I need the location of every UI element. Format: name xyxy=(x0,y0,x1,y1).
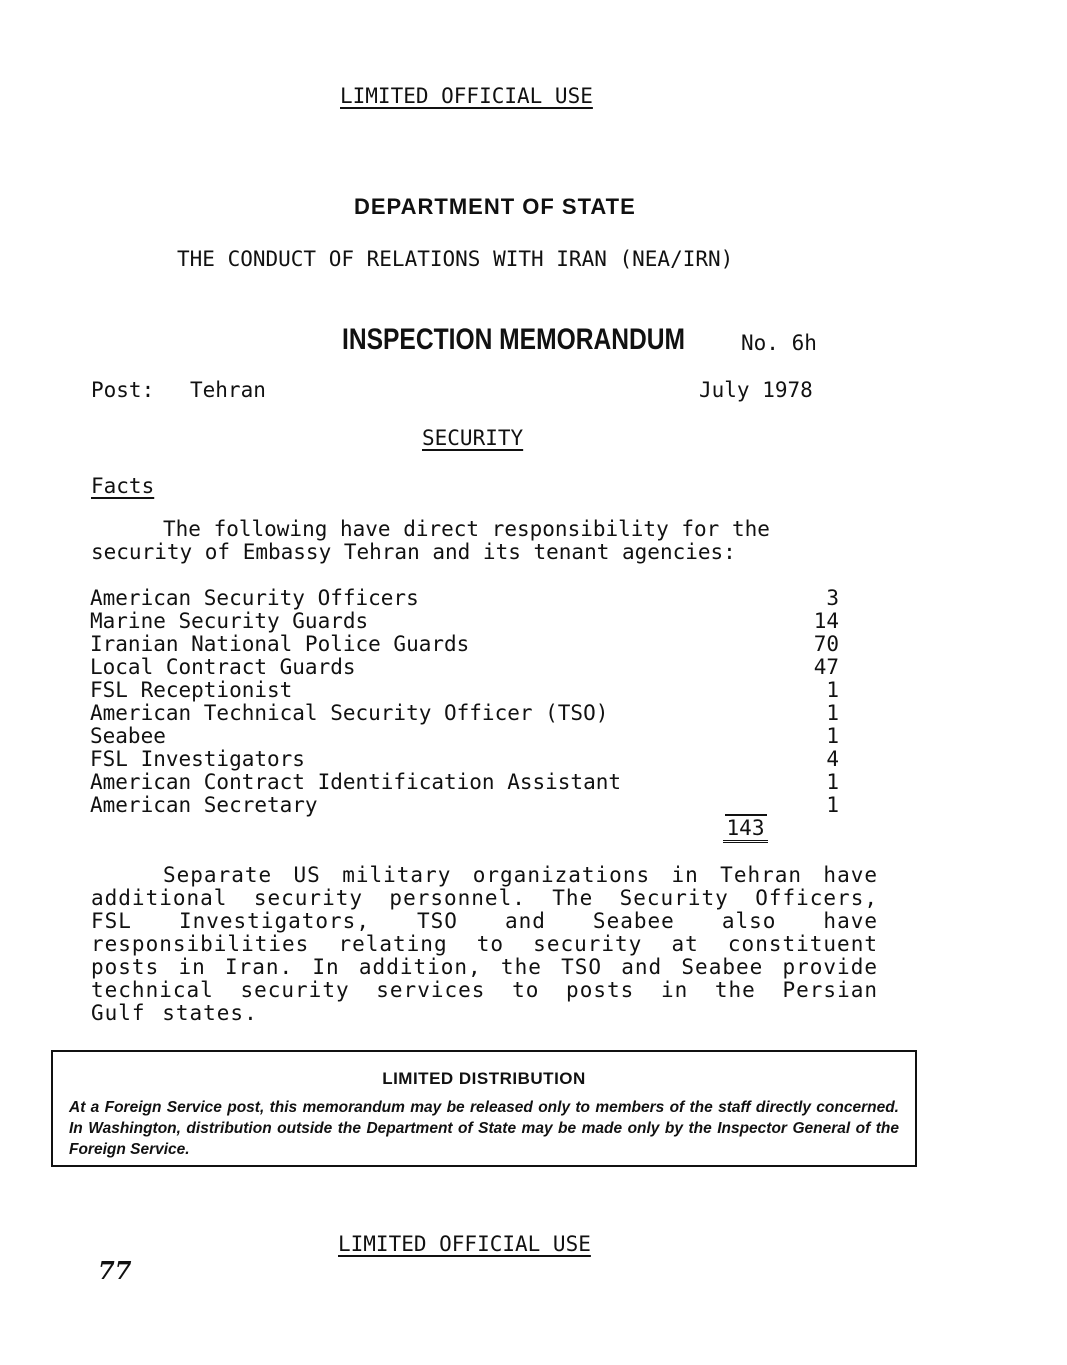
staff-count: 47 xyxy=(813,655,839,679)
staff-count: 3 xyxy=(826,586,839,610)
staff-role: Iranian National Police Guards xyxy=(90,632,470,656)
staff-count: 1 xyxy=(826,678,839,702)
staff-count: 1 xyxy=(826,724,839,748)
footer-classification: LIMITED OFFICIAL USE xyxy=(338,1232,591,1256)
memo-number: No. 6h xyxy=(741,331,817,355)
staff-role: American Secretary xyxy=(90,793,318,817)
page-number: 77 xyxy=(98,1256,132,1285)
staff-role: Marine Security Guards xyxy=(90,609,369,633)
table-row xyxy=(90,748,839,771)
post-value: Tehran xyxy=(190,378,266,402)
staff-role: American Security Officers xyxy=(90,586,419,610)
intro-paragraph: The following have direct responsibility for the security of Embassy Tehran and its tenant agencies: xyxy=(91,517,770,564)
staff-role: American Contract Identification Assistant xyxy=(90,770,622,794)
distribution-text: At a Foreign Service post, this memorandum may be released only to members of the staff directly concerned. In Washington, distribution outside the Department of State may be made only by the Inspector General of the Foreign Service. xyxy=(69,1099,899,1158)
subject-line: THE CONDUCT OF RELATIONS WITH IRAN (NEA/IRN) xyxy=(177,247,734,271)
limited-distribution-box xyxy=(51,1050,917,1167)
table-row xyxy=(90,679,839,702)
facts-heading: Facts xyxy=(91,474,155,498)
security-staff-table xyxy=(90,587,839,817)
post-label: Post: xyxy=(91,378,155,402)
staff-count: 1 xyxy=(826,701,839,725)
staff-count: 1 xyxy=(826,793,839,817)
table-row xyxy=(90,725,839,748)
table-row xyxy=(90,610,839,633)
staff-role: Local Contract Guards xyxy=(90,655,356,679)
staff-count: 14 xyxy=(813,609,839,633)
staff-role: FSL Receptionist xyxy=(90,678,293,702)
staff-count: 1 xyxy=(826,770,839,794)
distribution-title: LIMITED DISTRIBUTION xyxy=(382,1069,586,1088)
memo-title: INSPECTION MEMORANDUM xyxy=(342,323,686,356)
staff-role: FSL Investigators xyxy=(90,747,305,771)
staff-role: Seabee xyxy=(90,724,166,748)
section-title: SECURITY xyxy=(422,426,524,450)
table-row xyxy=(90,656,839,679)
table-row xyxy=(90,702,839,725)
military-paragraph: Separate US military organizations in Tehran have additional security personnel. The Security Officers, FSL Investigators, TSO and Seabee also have responsibilities relating to security at constituent posts in Iran. In addition, the TSO and Seabee provide technical security services to posts in the Persian Gulf states. xyxy=(91,863,878,1025)
staff-role: American Technical Security Officer (TSO) xyxy=(90,701,609,725)
department-heading: DEPARTMENT OF STATE xyxy=(354,194,636,219)
memo-date: July 1978 xyxy=(699,378,813,402)
staff-count: 4 xyxy=(826,747,839,771)
table-row xyxy=(90,633,839,656)
header-classification: LIMITED OFFICIAL USE xyxy=(340,84,593,108)
staff-count: 70 xyxy=(813,632,839,656)
staff-total: 143 xyxy=(723,817,768,843)
table-row xyxy=(90,771,839,794)
table-row xyxy=(90,587,839,610)
